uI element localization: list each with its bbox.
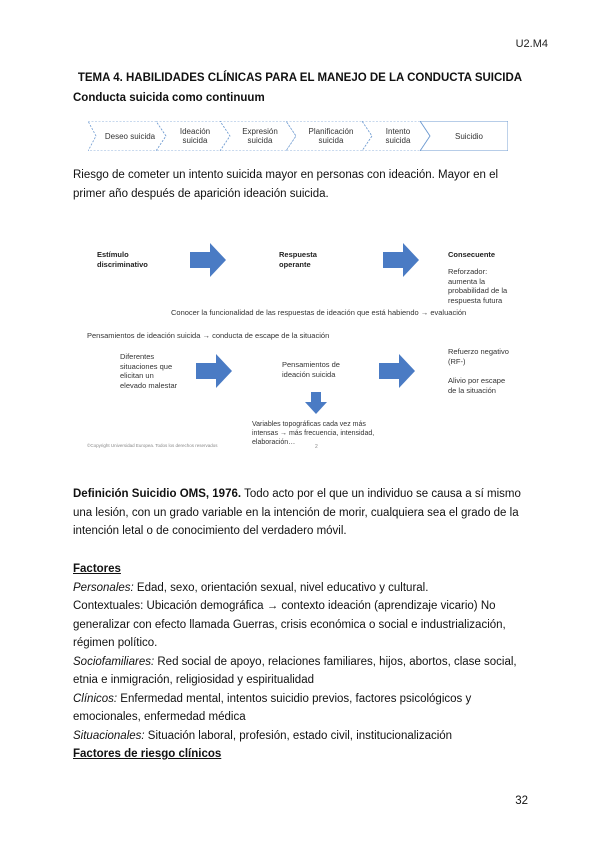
continuum-step-deseo	[88, 121, 166, 151]
diagram-slide-number: 2	[315, 444, 318, 450]
page-number: 32	[515, 795, 528, 807]
continuum-step-ideacion	[156, 121, 230, 151]
factor-contextual-text: Ubicación demográfica → contexto ideación (aprendizaje vicario) No generalizar con efecto llamada Guerras, crisis económica o social e industrialización, régimen político.	[73, 600, 506, 649]
section-subtitle: Conducta suicida como continuum	[73, 92, 265, 104]
factor-contextual-label: Contextuales:	[73, 600, 144, 612]
factor-situational	[73, 727, 535, 746]
definition-body: Todo acto por el que un individuo se causa a sí mismo una lesión, con un grado variable en la intención de morir, cualquiera sea el grado de la intención letal o de conocimiento del verdadero móvil.	[73, 488, 521, 537]
diagram-consequence: Consecuente	[448, 250, 496, 259]
factor-socio-text: Red social de apoyo, relaciones familiares, hijos, abortos, clase social, etnia e inmigración, religiosidad y espiritualidad	[73, 655, 517, 686]
risk-paragraph: Riesgo de cometer un intento suicida mayor en personas con ideación. Mayor en el primer año después de aparición ideación suicida.	[73, 169, 499, 200]
factor-personal-label: Personales:	[73, 581, 134, 594]
page-title: TEMA 4. HABILIDADES CLÍNICAS PARA EL MANEJO DE LA CONDUCTA SUICIDA	[77, 72, 523, 84]
continuum-step-planificacion	[286, 121, 372, 151]
diagram-ideation-thoughts: Pensamientos de ideación suicida	[282, 360, 340, 379]
factor-personal	[73, 579, 535, 598]
operant-diagram	[87, 230, 512, 450]
continuum-step-label: Deseo suicida	[104, 131, 156, 141]
continuum-process	[88, 121, 508, 151]
diagram-copyright: ©Copyright Universidad Europea. Todos los derechos reservados	[87, 443, 218, 448]
factor-clinical-text: Enfermedad mental, intentos suicidio previos, factores psicológicos y emocionales, enfermedad médica	[73, 692, 472, 723]
diagram-neg-reinforcement: Refuerzo negativo (RF-)	[448, 347, 509, 366]
diagram-relief: Alivio por escape de la situación	[448, 376, 506, 395]
diagram-know-function: Conocer la funcionalidad de las respuestas de ideación que está habiendo → evaluación	[171, 308, 467, 317]
continuum-step-label: Suicidio	[454, 131, 483, 141]
factor-clinical	[73, 690, 535, 727]
continuum-step-label: Expresión suicida	[242, 127, 278, 145]
arrow-right-icon	[379, 354, 415, 388]
continuum-step-label: Planificación suicida	[308, 127, 354, 145]
factors-heading: Factores	[73, 563, 121, 575]
factor-contextual	[73, 597, 535, 653]
diagram-thoughts: Pensamientos de ideación suicida → conducta de escape de la situación	[87, 331, 330, 340]
diagram-response: Respuesta operante	[279, 250, 317, 269]
continuum-step-suicidio	[420, 121, 508, 151]
arrow-right-icon	[190, 243, 226, 277]
arrow-down-icon	[305, 392, 327, 414]
arrow-right-icon	[196, 354, 232, 388]
definition-paragraph	[73, 485, 533, 541]
factor-situational-label: Situacionales:	[73, 729, 145, 742]
definition-heading: Definición Suicidio OMS, 1976.	[73, 488, 242, 500]
continuum-step-label: Ideación suicida	[179, 127, 211, 145]
diagram-reinforcer: Reforzador: aumenta la probabilidad de la respuesta futura	[448, 267, 508, 305]
continuum-step-expresion	[220, 121, 296, 151]
factors-section	[73, 560, 535, 764]
diagram-situations: Diferentes situaciones que elicitan un elevado malestar	[120, 352, 178, 390]
diagram-variables: Variables topográficas cada vez más intensas → más frecuencia, intensidad, elaboración…	[252, 421, 375, 446]
page-header-code: U2.M4	[515, 38, 548, 50]
clinical-risk-heading: Factores de riesgo clínicos	[73, 748, 222, 760]
factor-clinical-label: Clínicos:	[73, 692, 118, 705]
factor-sociofamiliar	[73, 653, 535, 690]
factor-socio-label: Sociofamiliares:	[73, 655, 155, 668]
arrow-right-icon	[383, 243, 419, 277]
factor-situational-text: Situación laboral, profesión, estado civil, institucionalización	[144, 729, 453, 742]
factor-personal-text: Edad, sexo, orientación sexual, nivel educativo y cultural.	[133, 581, 429, 594]
continuum-step-label: Intento suicida	[385, 127, 411, 145]
diagram-stimulus: Estímulo discriminativo	[97, 250, 148, 269]
